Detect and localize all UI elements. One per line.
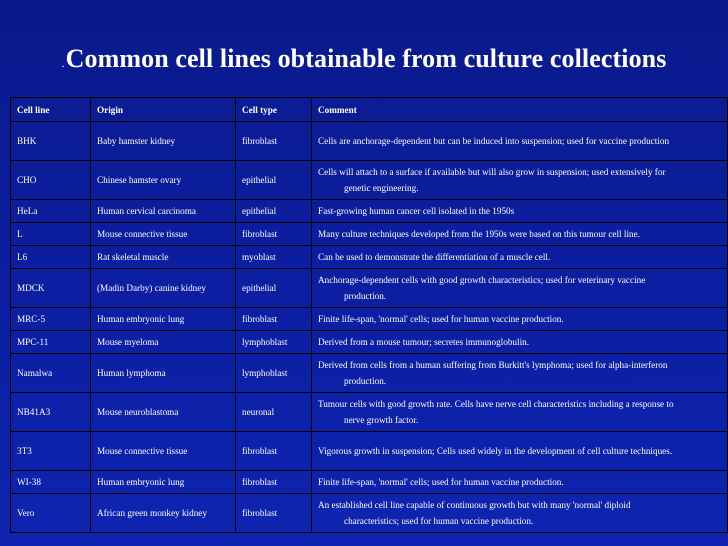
cell-type: epithelial [236, 269, 312, 308]
cell-type: lymphoblast [236, 331, 312, 354]
comment-continuation: genetic engineering. [344, 183, 419, 193]
cell-line: MRC-5 [11, 308, 91, 331]
cell-lines-table [10, 97, 728, 533]
cell-origin: Mouse myeloma [91, 331, 236, 354]
cell-type: neuronal [236, 393, 312, 432]
comment-text: Vigorous growth in suspension; Cells used widely in the development of cell culture techniques. [318, 446, 673, 456]
comment-text: An established cell line capable of continuous growth but with many 'normal' diploid [318, 500, 631, 510]
cell-type: fibroblast [236, 432, 312, 471]
cell-origin: Human cervical carcinoma [91, 200, 236, 223]
table-row [11, 269, 728, 308]
cell-comment [312, 331, 728, 354]
cell-comment [312, 494, 728, 533]
cell-comment [312, 432, 728, 471]
header-origin: Origin [91, 98, 236, 122]
cell-line: L [11, 223, 91, 246]
cell-line: NB41A3 [11, 393, 91, 432]
table-row [11, 122, 728, 161]
cell-origin: Chinese hamster ovary [91, 161, 236, 200]
comment-text: Can be used to demonstrate the differentiation of a muscle cell. [318, 252, 551, 262]
cell-comment [312, 161, 728, 200]
cell-type: fibroblast [236, 122, 312, 161]
cell-type: fibroblast [236, 471, 312, 494]
table-row [11, 354, 728, 393]
comment-text: Anchorage-dependent cells with good growth characteristics; used for veterinary vaccine [318, 275, 646, 285]
cell-origin: Mouse connective tissue [91, 432, 236, 471]
cell-comment [312, 308, 728, 331]
cell-line: BHK [11, 122, 91, 161]
cell-type: fibroblast [236, 223, 312, 246]
comment-text: Fast-growing human cancer cell isolated in the 1950s [318, 206, 515, 216]
cell-origin: Mouse connective tissue [91, 223, 236, 246]
cell-line: HeLa [11, 200, 91, 223]
table-header-row [11, 98, 728, 122]
comment-text: Cells are anchorage-dependent but can be induced into suspension; used for vaccine production [318, 136, 670, 146]
comment-text: Many culture techniques developed from the 1950s were based on this tumour cell line. [318, 229, 640, 239]
comment-text: Tumour cells with good growth rate. Cells have nerve cell characteristics including a response to [318, 399, 674, 409]
cell-origin: Human embryonic lung [91, 471, 236, 494]
table-row [11, 223, 728, 246]
cell-comment [312, 354, 728, 393]
cell-type: fibroblast [236, 308, 312, 331]
comment-text: Derived from cells from a human suffering from Burkitt's lymphoma; used for alpha-interferon [318, 360, 668, 370]
cell-type: epithelial [236, 200, 312, 223]
header-cell-line: Cell line [11, 98, 91, 122]
table-row [11, 432, 728, 471]
table-row [11, 246, 728, 269]
table-row [11, 308, 728, 331]
cell-line: L6 [11, 246, 91, 269]
header-cell-type: Cell type [236, 98, 312, 122]
table-row [11, 494, 728, 533]
comment-continuation: characteristics; used for human vaccine production. [344, 516, 534, 526]
cell-comment [312, 122, 728, 161]
cell-line: WI-38 [11, 471, 91, 494]
cell-line: CHO [11, 161, 91, 200]
cell-comment [312, 471, 728, 494]
table-row [11, 200, 728, 223]
cell-type: fibroblast [236, 494, 312, 533]
cell-line: MDCK [11, 269, 91, 308]
cell-origin: Baby hamster kidney [91, 122, 236, 161]
cell-type: myoblast [236, 246, 312, 269]
cell-origin: (Madin Darby) canine kidney [91, 269, 236, 308]
comment-text: Derived from a mouse tumour; secretes immunoglobulin. [318, 337, 530, 347]
cell-comment [312, 246, 728, 269]
title-text: Common cell lines obtainable from culture collections [65, 44, 667, 73]
table-row [11, 471, 728, 494]
cell-type: epithelial [236, 161, 312, 200]
cell-origin: Rat skeletal muscle [91, 246, 236, 269]
table-row [11, 161, 728, 200]
cell-type: lymphoblast [236, 354, 312, 393]
cell-comment [312, 223, 728, 246]
comment-continuation: production. [344, 376, 387, 386]
cell-line: MPC-11 [11, 331, 91, 354]
comment-text: Cells will attach to a surface if available but will also grow in suspension; used extensively for [318, 167, 666, 177]
cell-comment [312, 393, 728, 432]
comment-continuation: nerve growth factor. [344, 415, 419, 425]
cell-origin: Human embryonic lung [91, 308, 236, 331]
cell-line: 3T3 [11, 432, 91, 471]
comment-text: Finite life-span, 'normal' cells; used for human vaccine production. [318, 314, 564, 324]
cell-comment [312, 200, 728, 223]
cell-comment [312, 269, 728, 308]
comment-continuation: production. [344, 291, 387, 301]
title-prefix: . [61, 56, 65, 70]
cell-line: Vero [11, 494, 91, 533]
cell-origin: African green monkey kidney [91, 494, 236, 533]
header-comment: Comment [312, 98, 728, 122]
cell-line: Namalwa [11, 354, 91, 393]
table-row [11, 393, 728, 432]
table-row [11, 331, 728, 354]
comment-text: Finite life-span, 'normal' cells; used for human vaccine production. [318, 477, 564, 487]
cell-origin: Mouse neuroblastoma [91, 393, 236, 432]
slide-title [0, 44, 728, 74]
cell-origin: Human lymphoma [91, 354, 236, 393]
